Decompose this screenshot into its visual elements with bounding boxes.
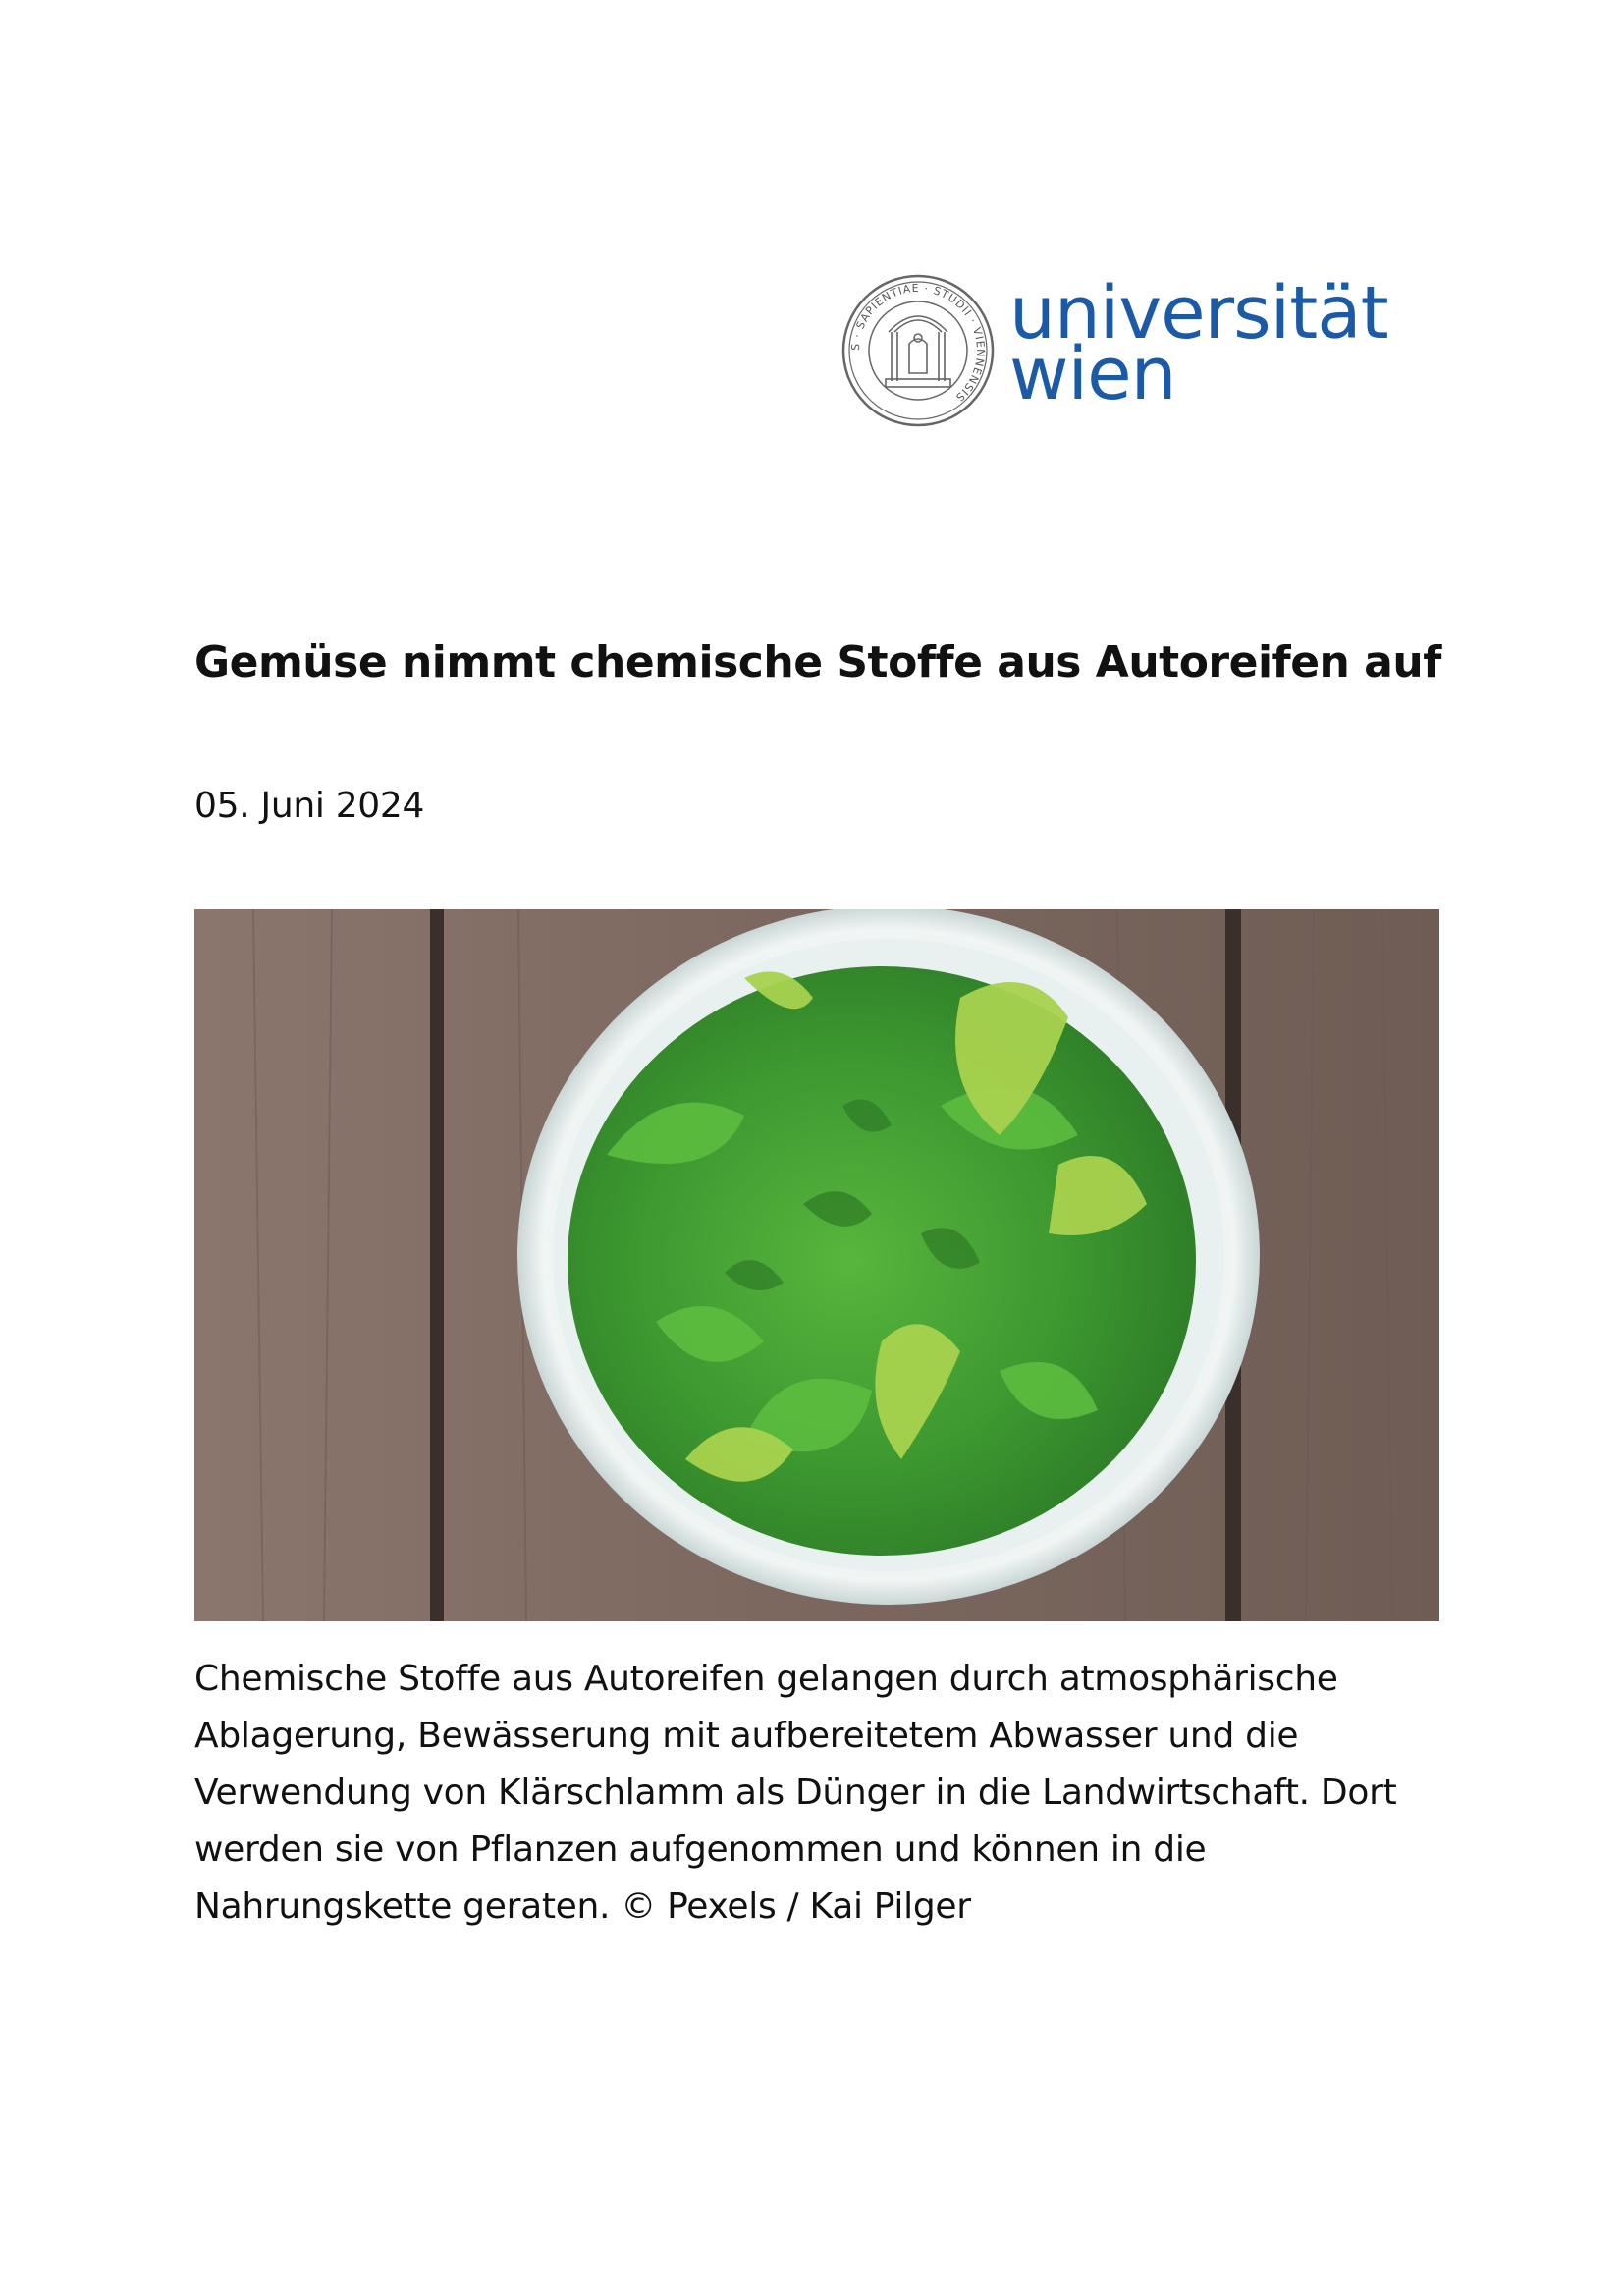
seal-text: S · SAPIENTIAE · STUDII · VIENNENSIS [848,281,988,405]
wordmark-line-1: universität [1009,271,1388,355]
university-logo [840,273,1400,430]
university-wordmark [1009,271,1388,416]
article-title: Gemüse nimmt chemische Stoffe aus Autoreifen auf [194,637,1441,687]
article-photo [194,909,1439,1621]
photo-caption: Chemische Stoffe aus Autoreifen gelangen durch atmosphärische Ablagerung, Bewässerung mit aufbereitetem Abwasser und die Verwendung von Klärschlamm als Dünger in die Landwirtschaft. Dort werden sie von Pflanzen aufgenommen und können in die Nahrungskette geraten. © Pexels / Kai Pilger [194,1659,1397,1927]
article-date: 05. Juni 2024 [194,786,425,826]
university-seal-icon [840,273,996,428]
wordmark-line-2: wien [1009,332,1176,416]
lettuce-bowl-photo [194,909,1439,1621]
